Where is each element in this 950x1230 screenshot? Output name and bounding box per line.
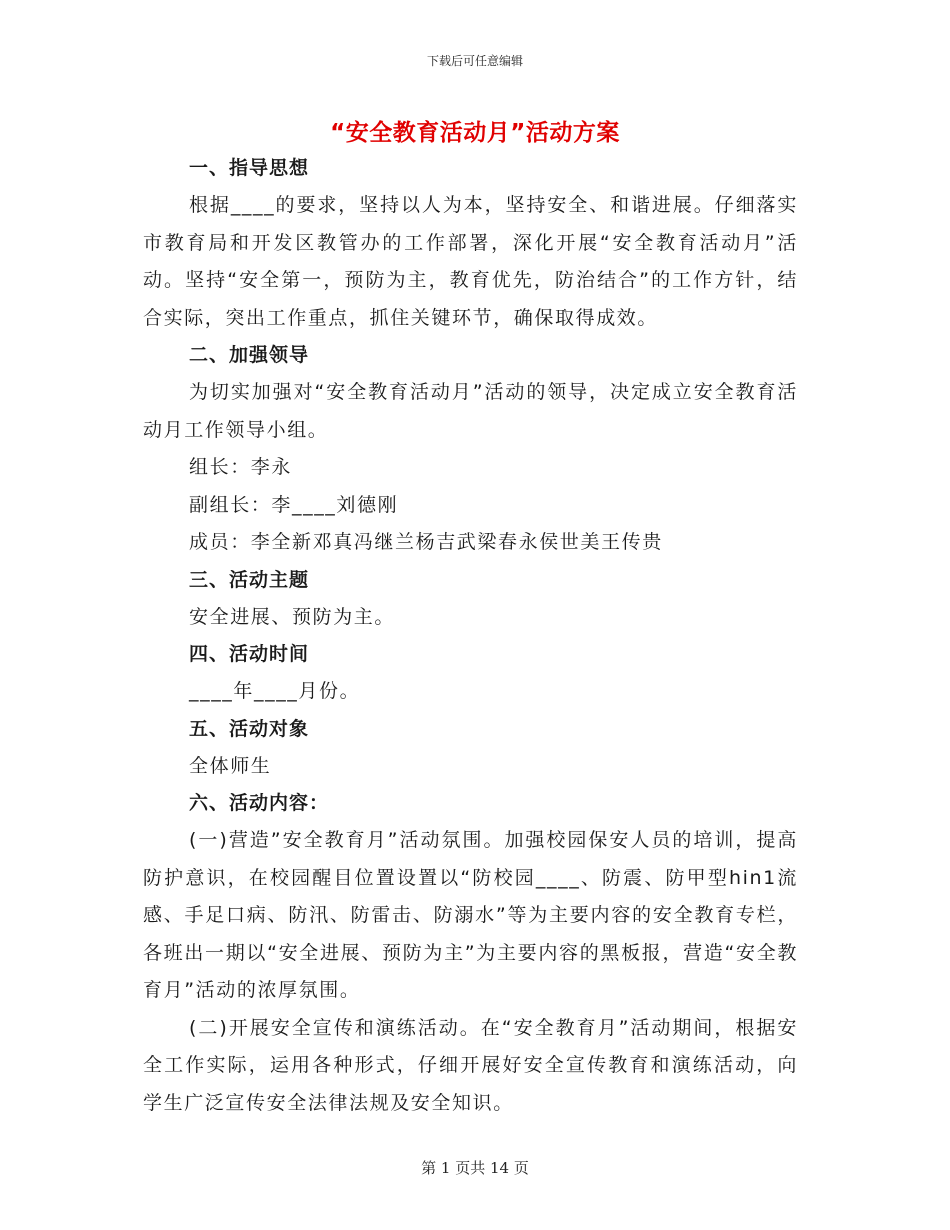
section-text-guiding-thought: 根据____的要求，坚持以人为本，坚持安全、和谐进展。仔细落实市教育局和开发区教管办的工作部署，深化开展“安全教育活动月”活动。坚持“安全第一，预防为主，教育优先，防治结合”的工作方针，结合实际，突出工作重点，抓住关键环节，确保取得成效。 — [143, 194, 798, 329]
deputy-leader-line: 副组长：李____刘德刚 — [189, 493, 399, 516]
leader-line: 组长：李永 — [189, 456, 293, 478]
content-item-1: (一)营造”安全教育月”活动氛围。加强校园保安人员的培训，提高防护意识，在校园醒目位置设置以“防校园____、防震、防甲型hin1流感、手足口病、防汛、防雷击、防溺水”等为主要内容的安全教育专栏，各班出一期以“安全进展、预防为主”为主要内容的黑板报，营造“安全教育月”活动的浓厚氛围。 — [143, 829, 798, 1001]
content-item-2: (二)开展安全宣传和演练活动。在“安全教育月”活动期间，根据安全工作实际，运用各种形式，仔细开展好安全宣传教育和演练活动，向学生广泛宣传安全法律法规及安全知识。 — [143, 1016, 798, 1114]
section-heading-content: 六、活动内容： — [189, 792, 330, 814]
page-header-note: 下载后可任意编辑 — [426, 54, 523, 68]
section-heading-audience: 五、活动对象 — [189, 717, 310, 740]
section-text-audience: 全体师生 — [189, 754, 272, 777]
section-text-theme: 安全进展、预防为主。 — [189, 605, 396, 628]
section-heading-leadership: 二、加强领导 — [189, 344, 310, 366]
page-number-footer: 第 1 页共 14 页 — [421, 1159, 529, 1177]
document-body — [143, 150, 798, 1122]
section-text-time: ____年____月份。 — [189, 680, 361, 702]
section-heading-time: 四、活动时间 — [189, 643, 310, 665]
document-title: “安全教育活动月”活动方案 — [330, 120, 620, 146]
section-text-leadership: 为切实加强对“安全教育活动月”活动的领导，决定成立安全教育活动月工作领导小组。 — [143, 381, 798, 441]
section-heading-theme: 三、活动主题 — [189, 568, 310, 591]
members-line: 成员：李全新邓真冯继兰杨吉武梁春永侯世美王传贵 — [189, 531, 663, 553]
section-heading-guiding-thought: 一、指导思想 — [189, 157, 310, 179]
